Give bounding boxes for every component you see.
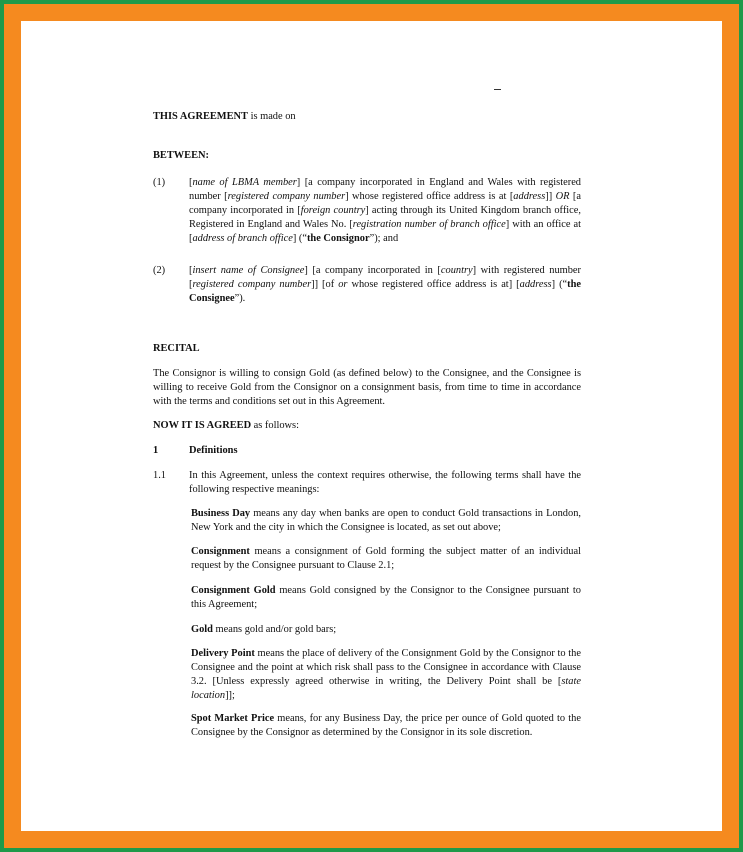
recital-text: The Consignor is willing to consign Gold (as defined below) to the Consignee, and the Consignee is willing to receive Gold from the Consignor on a consignment basis, from time to time in accordance with the terms and conditions set out in this Agreement.	[153, 368, 581, 407]
party2-number: (2)	[153, 265, 166, 276]
definition-spot-market-price: Spot Market Price means, for any Business Day, the price per ounce of Gold quoted to the Consignee by the Consignor as determined by the Consignor in its sole discretion.	[191, 713, 581, 738]
section1-number: 1	[153, 445, 159, 456]
section1-title: Definitions	[189, 445, 238, 456]
opening-bold: THIS AGREEMENT	[153, 111, 248, 122]
definition-business-day: Business Day means any day when banks are open to conduct Gold transactions in London, New York and the city in which the Consignee is located, as set out above;	[191, 508, 581, 533]
definition-consignment-gold: Consignment Gold means Gold consigned by the Consignor to the Consignee pursuant to this Agreement;	[191, 585, 582, 610]
definition-consignment: Consignment means a consignment of Gold forming the subject matter of an individual request by the Consignee pursuant to Clause 2.1;	[191, 546, 581, 571]
header-dash	[494, 89, 501, 90]
clause-1-1-number: 1.1	[153, 470, 166, 481]
definition-delivery-point: Delivery Point means the place of delivery of the Consignment Gold by the Consignor to the Consignee and the point at which risk shall pass to the Consignee in accordance with Clause 3.2. [Unless expressly agreed otherwise in writing, the Delivery Point shall be [state location]];	[191, 648, 581, 701]
document-page	[21, 21, 722, 831]
definition-gold: Gold means gold and/or gold bars;	[191, 624, 337, 635]
opening-rest: is made on	[247, 111, 296, 122]
agreed-line: NOW IT IS AGREED as follows:	[153, 420, 299, 431]
clause-1-1-text: In this Agreement, unless the context requires otherwise, the following terms shall have the following respective meanings:	[189, 470, 581, 495]
between-heading: BETWEEN:	[153, 150, 210, 161]
party1-text: [name of LBMA member] [a company incorporated in England and Wales with registered number [registered company number] whose registered office address is at [address]] OR [a company incorporated in [foreign country] acting through its United Kingdom branch office, Registered in England and Wales No. [registration number of branch office] with an office at [address of branch office] (“the Consignor”); and	[189, 177, 581, 244]
party2-text: [insert name of Consignee] [a company incorporated in [country] with registered number [registered company number]] [of or whose registered office address is at] [address] (“the Consignee”).	[189, 265, 582, 304]
recital-heading: RECITAL	[153, 343, 200, 354]
opening-line	[153, 110, 296, 124]
party1-number: (1)	[153, 177, 166, 188]
